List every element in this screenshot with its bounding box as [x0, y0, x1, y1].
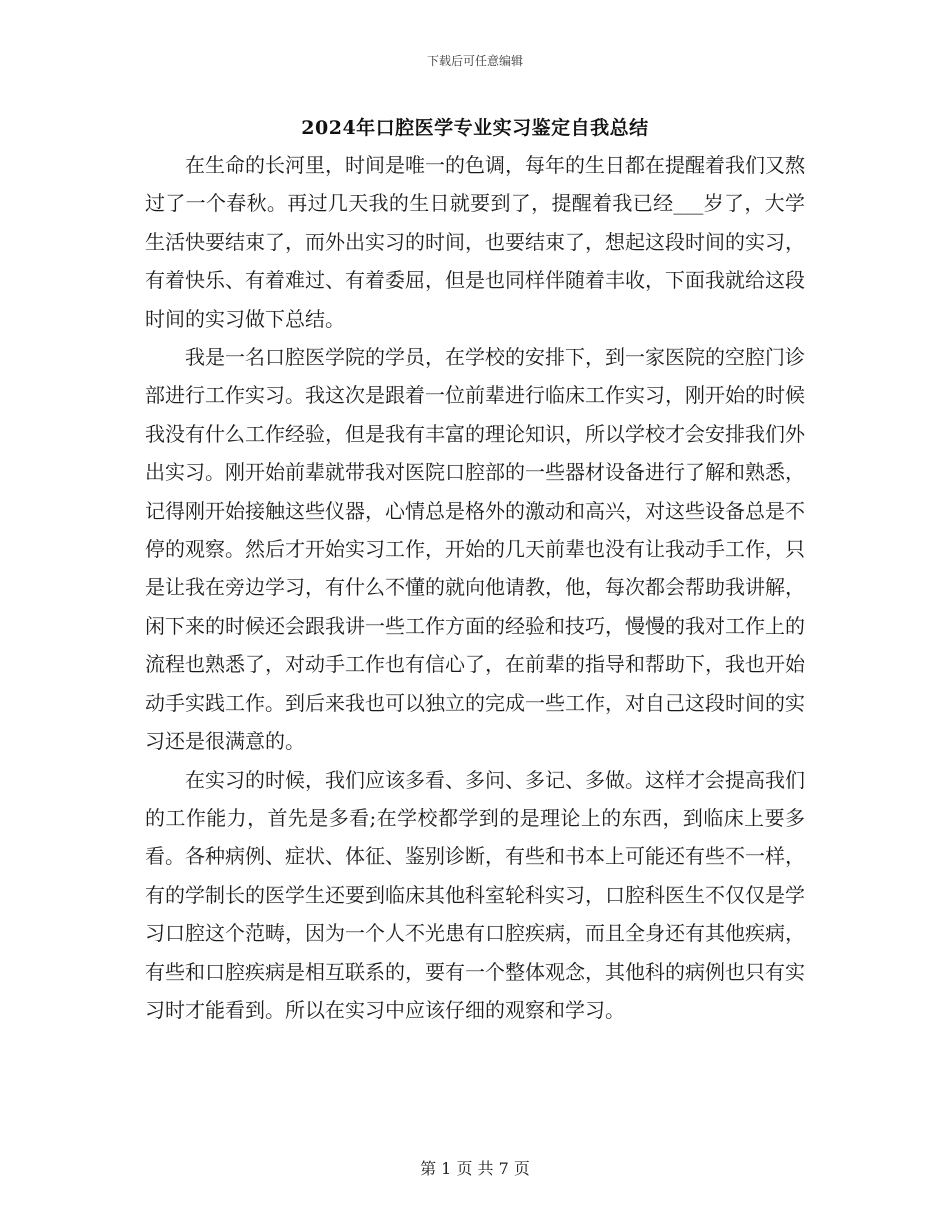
paragraph-internship-experience: 我是一名口腔医学院的学员，在学校的安排下，到一家医院的空腔门诊部进行工作实习。我这次是跟着一位前辈进行临床工作实习，刚开始的时候我没有什么工作经验，但是我有丰富的理论知识，所以学校才会安排我们外出实习。刚开始前辈就带我对医院口腔部的一些器材设备进行了解和熟悉，记得刚开始接触这些仪器，心情总是格外的激动和高兴，对这些设备总是不停的观察。然后才开始实习工作，开始的几天前辈也没有让我动手工作，只是让我在旁边学习，有什么不懂的就向他请教，他，每次都会帮助我讲解，闲下来的时候还会跟我讲一些工作方面的经验和技巧，慢慢的我对工作上的流程也熟悉了，对动手工作也有信心了，在前辈的指导和帮助下，我也开始动手实践工作。到后来我也可以独立的完成一些工作，对自己这段时间的实习还是很满意的。	[145, 345, 805, 754]
paragraph-intro: 在生命的长河里，时间是唯一的色调，每年的生日都在提醒着我们又熬过了一个春秋。再过几天我的生日就要到了，提醒着我已经___岁了，大学生活快要结束了，而外出实习的时间，也要结束了，想起这段时间的实习，有着快乐、有着难过、有着委屈，但是也同样伴随着丰收，下面我就给这段时间的实习做下总结。	[145, 153, 805, 331]
page-number: 第 1 页 共 7 页	[420, 1159, 530, 1178]
document-title: 2024年口腔医学专业实习鉴定自我总结	[301, 117, 649, 139]
document-body	[145, 146, 805, 1029]
paragraph-learning-methods: 在实习的时候，我们应该多看、多问、多记、多做。这样才会提高我们的工作能力，首先是多看;在学校都学到的是理论上的东西，到临床上要多看。各种病例、症状、体征、鉴别诊断，有些和书本上可能还有些不一样，有的学制长的医学生还要到临床其他科室轮科实习，口腔科医生不仅仅是学习口腔这个范畴，因为一个人不光患有口腔疾病，而且全身还有其他疾病，有些和口腔疾病是相互联系的，要有一个整体观念，其他科的病例也只有实习时才能看到。所以在实习中应该仔细的观察和学习。	[145, 767, 805, 1022]
page-header-note: 下载后可任意编辑	[426, 54, 523, 68]
